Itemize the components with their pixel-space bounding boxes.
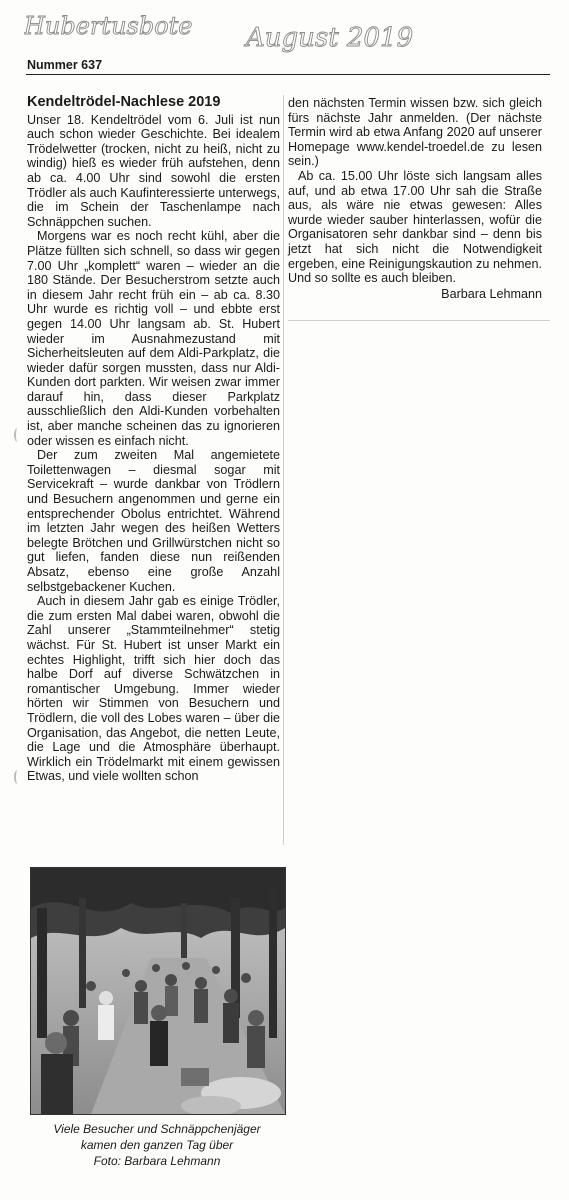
article-right-column xyxy=(288,96,542,301)
scan-artifact xyxy=(14,770,21,784)
photo-caption xyxy=(30,1121,284,1169)
right-column-end-rule xyxy=(288,320,550,321)
header-rule xyxy=(26,74,550,75)
article-paragraph: den nächsten Termin wissen bzw. sich gleich fürs nächste Jahr anmelden. (Der nächste Termin wird ab etwa Anfang 2020 auf unserer Homepage www.kendel-troedel.de zu lesen sein.) xyxy=(288,96,542,169)
article-paragraph: Ab ca. 15.00 Uhr löste sich langsam alles auf, und ab etwa 17.00 Uhr sah die Straße aus, als wäre nie etwas gewesen: Alles wurde wieder sauber hinterlassen, wofür die Organisatoren sehr dankbar sind – denn bis jetzt hat sich nicht die Notwendigkeit ergeben, eine Reinigungskaution zu nehmen. Und so sollte es auch bleiben. xyxy=(288,168,542,286)
article-left-column xyxy=(27,95,280,784)
article-paragraph: Unser 18. Kendeltrödel vom 6. Juli ist nun auch schon wieder Geschichte. Bei idealem Trödelwetter (trocken, nicht zu heiß, nicht zu windig) hieß es wieder früh aufstehen, denn ab ca. 4.00 Uhr sind sowohl die ersten Trödler als auch Kaufinteressierte unterwegs, die im Schein der Taschenlampe nach Schnäppchen suchen. xyxy=(27,112,280,229)
crowd-scene-image xyxy=(31,868,285,1114)
issue-number: Nummer 637 xyxy=(27,58,103,72)
handwritten-annotation xyxy=(24,6,524,56)
article-headline: Kendeltrödel-Nachlese 2019 xyxy=(27,94,221,110)
article-paragraph: Morgens war es noch recht kühl, aber die Plätze füllten sich schnell, so dass wir gegen 7.00 Uhr „komplett“ waren – wieder an die 180 Stände. Der Besucherstrom setzte auch in diesem Jahr recht früh ein – ab ca. 8.30 Uhr wurde es richtig voll – und ebbte erst gegen 14.00 Uhr langsam ab. St. Hubert wieder im Ausnahmezustand mit Sicherheitsleuten auf dem Aldi-Parkplatz, die wieder dafür sorgen mussten, dass nur Aldi-Kunden dort parkten. Wir weisen zwar immer darauf hin, dass dieser Parkplatz ausschließlich den Aldi-Kunden vorbehalten ist, aber manche scheinen das zu ignorieren oder wissen es einfach nicht. xyxy=(27,229,280,448)
caption-line: kamen den ganzen Tag über xyxy=(80,1138,234,1152)
article-paragraph: Der zum zweiten Mal angemietete Toilettenwagen – diesmal sogar mit Servicekraft – wurde dankbar von Trödlern und Besuchern angenommen und gerne ein entsprechender Obolus entrichtet. Während im letzten Jahr wegen des heißen Wetters belegte Brötchen und Grillwürstchen nicht so gut liefen, fanden diese nun reißenden Absatz, ebenso eine große Anzahl selbstgebackener Kuchen. xyxy=(27,448,280,594)
photo-credit: Foto: Barbara Lehmann xyxy=(93,1154,221,1168)
handwritten-masthead: Hubertusbote xyxy=(24,12,193,40)
scan-artifact xyxy=(14,428,21,442)
column-divider xyxy=(283,95,284,845)
caption-line: Viele Besucher und Schnäppchenjäger xyxy=(53,1122,261,1136)
handwritten-date: August 2019 xyxy=(246,23,414,53)
market-photo xyxy=(30,867,286,1115)
article-paragraph: Auch in diesem Jahr gab es einige Trödler, die zum ersten Mal dabei waren, obwohl die Zahl unserer „Stammteilnehmer“ stetig wächst. Für St. Hubert ist unser Markt ein echtes Highlight, trifft sich hier doch das halbe Dorf auf diverse Schwätzchen in romantischer Umgebung. Immer wieder hörten wir Stimmen von Besuchern und Trödlern, die voll des Lobes waren – über die Organisation, das Angebot, die netten Leute, die Lage und die Atmosphäre überhaupt. Wirklich ein Trödelmarkt mit einem gewissen Etwas, und viele wollten schon xyxy=(27,594,280,784)
article-author: Barbara Lehmann xyxy=(441,286,542,301)
